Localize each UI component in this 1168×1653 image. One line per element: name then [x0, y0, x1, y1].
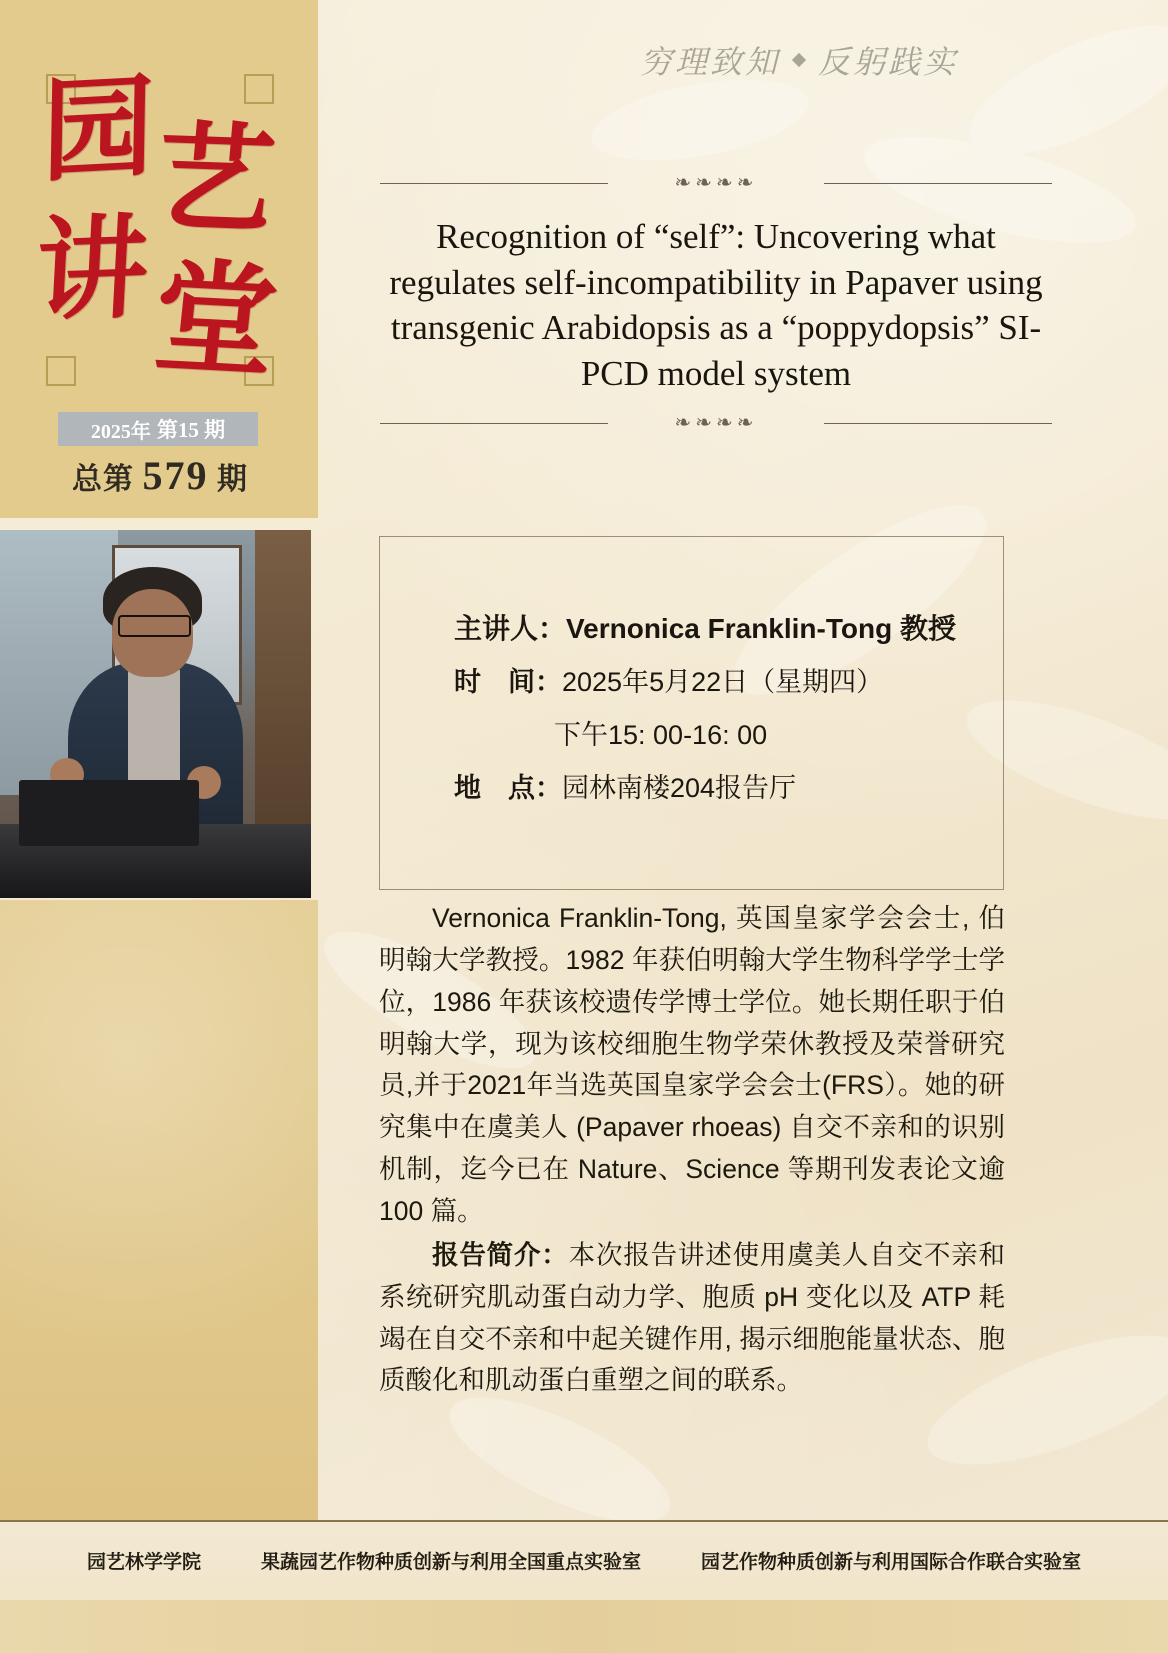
speaker-row [454, 615, 1003, 643]
place-row [454, 775, 1003, 802]
footer-item-1: 园艺林学学院 [86, 1551, 201, 1573]
title-block [380, 170, 1052, 436]
bio-paragraph: Vernonica Franklin-Tong, 英国皇家学会会士, 伯明翰大学教授。1982 年获伯明翰大学生物科学学士学位，1986 年获该校遗传学博士学位。她长期任职于伯明翰大学，现为该校细胞生物学荣休教授及荣誉研究员,并于2021年当选英国皇家学会会士(FRS）。她的研究集中在虞美人 (Papaver rhoeas) 自交不亲和的识别机制，迄今已在 Nature、Science 等期刊发表论文逾 100 篇。 [379, 903, 1005, 1227]
time-label: 时 间： [454, 667, 562, 697]
brand-char-4: 堂 [146, 244, 284, 394]
diamond-icon [792, 53, 806, 67]
bottom-band [0, 1600, 1168, 1653]
issue-badge [58, 412, 258, 446]
place-value: 园林南楼204报告厅 [562, 773, 797, 803]
abstract-label: 报告简介： [432, 1239, 569, 1270]
decor-panel [0, 900, 318, 1520]
speaker-photo [0, 530, 311, 898]
left-column [0, 0, 318, 1520]
time-row [454, 669, 1003, 696]
time-row-2 [554, 722, 1003, 749]
issue-number: 第15 期 [156, 418, 226, 442]
issue-total-number: 579 [142, 453, 209, 498]
brand-char-3: 讲 [32, 201, 152, 338]
speaker-value: Vernonica Franklin-Tong 教授 [566, 613, 956, 644]
time-value: 2025年5月22日（星期四） [562, 667, 884, 697]
issue-total-prefix: 总第 [72, 463, 134, 496]
title-rule-top [380, 170, 1052, 196]
brand-title [28, 62, 298, 402]
time-value-2: 下午15: 00-16: 00 [554, 720, 768, 750]
issue-year: 2025年 [90, 420, 151, 443]
brand-char-1: 园 [40, 60, 156, 199]
event-info-box [379, 536, 1004, 890]
brand-char-2: 艺 [150, 107, 281, 250]
speaker-label: 主讲人： [454, 613, 567, 644]
issue-total-suffix: 期 [217, 463, 248, 496]
ornament-icon: ❧❧❧❧ [674, 412, 758, 434]
place-label: 地 点： [454, 773, 562, 803]
issue-total [52, 452, 268, 499]
motto-left: 穷理致知 [640, 44, 781, 80]
motto-right: 反躬践实 [818, 44, 959, 80]
footer-item-2: 果蔬园艺作物种质创新与利用全国重点实验室 [260, 1551, 641, 1573]
footer-item-3: 园艺作物种质创新与利用国际合作联合实验室 [701, 1551, 1082, 1573]
motto [640, 30, 1020, 90]
abstract-paragraph [379, 1235, 1005, 1402]
abstract-text: 本次报告讲述使用虞美人自交不亲和系统研究肌动蛋白动力学、胞质 pH 变化以及 ATP 耗竭在自交不亲和中起关键作用, 揭示细胞能量状态、胞质酸化和肌动蛋白重塑之间的联系。 [379, 1239, 1005, 1396]
page-title: Recognition of “self”: Uncovering what regulates self-incompatibility in Papaver using transgenic Arabidopsis as a “poppydopsis” SI-PCD model system [389, 217, 1043, 393]
title-rule-bottom [380, 410, 1052, 436]
bio-section [379, 898, 1005, 1404]
ornament-icon: ❧❧❧❧ [674, 172, 758, 194]
